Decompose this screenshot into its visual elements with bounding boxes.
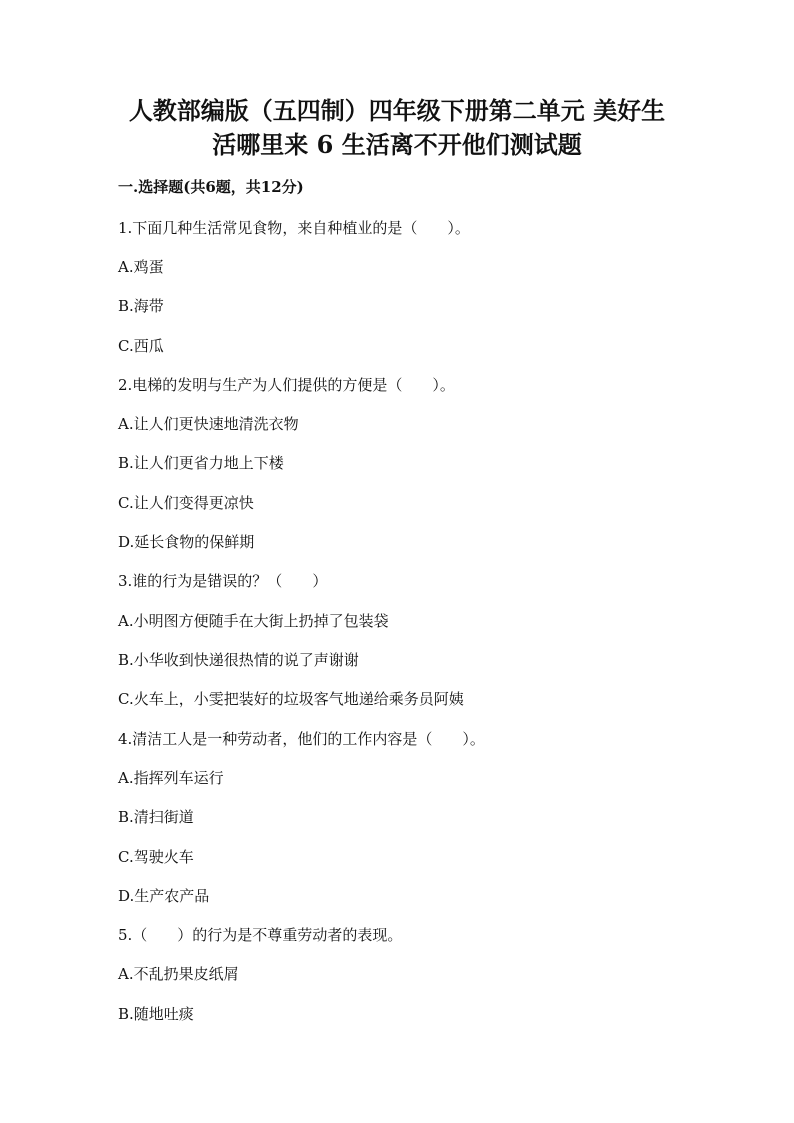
question-2-option-a: A.让人们更快速地清洗衣物 [118, 415, 299, 433]
page-title-line-2: 活哪里来 6 生活离不开他们测试题 [212, 130, 582, 159]
question-1-option-b: B.海带 [118, 297, 164, 315]
question-2-stem: 2.电梯的发明与生产为人们提供的方便是（ ）。 [118, 376, 455, 394]
question-2-option-d: D.延长食物的保鲜期 [118, 533, 255, 551]
question-3-option-c: C.火车上，小雯把装好的垃圾客气地递给乘务员阿姨 [118, 690, 464, 708]
question-4-option-b: B.清扫街道 [118, 808, 194, 826]
question-1-stem: 1.下面几种生活常见食物，来自种植业的是（ ）。 [118, 219, 470, 237]
question-5-option-a: A.不乱扔果皮纸屑 [118, 965, 239, 983]
question-5-option-b: B.随地吐痰 [118, 1005, 194, 1023]
question-2-option-c: C.让人们变得更凉快 [118, 494, 254, 512]
question-3-option-b: B.小华收到快递很热情的说了声谢谢 [118, 651, 359, 669]
question-4-option-d: D.生产农产品 [118, 887, 210, 905]
page-title-line-1: 人教部编版（五四制）四年级下册第二单元 美好生 [128, 96, 666, 125]
section-header: 一.选择题(共6题，共12分) [118, 178, 304, 196]
question-3-option-a: A.小明图方便随手在大街上扔掉了包装袋 [118, 612, 389, 630]
question-4-option-a: A.指挥列车运行 [118, 769, 224, 787]
question-4-option-c: C.驾驶火车 [118, 848, 194, 866]
question-2-option-b: B.让人们更省力地上下楼 [118, 454, 284, 472]
question-4-stem: 4.清洁工人是一种劳动者，他们的工作内容是（ ）。 [118, 730, 485, 748]
question-1-option-a: A.鸡蛋 [118, 258, 164, 276]
question-1-option-c: C.西瓜 [118, 337, 164, 355]
question-3-stem: 3.谁的行为是错误的？（ ） [118, 572, 328, 590]
question-5-stem: 5.（ ）的行为是不尊重劳动者的表现。 [118, 926, 403, 944]
